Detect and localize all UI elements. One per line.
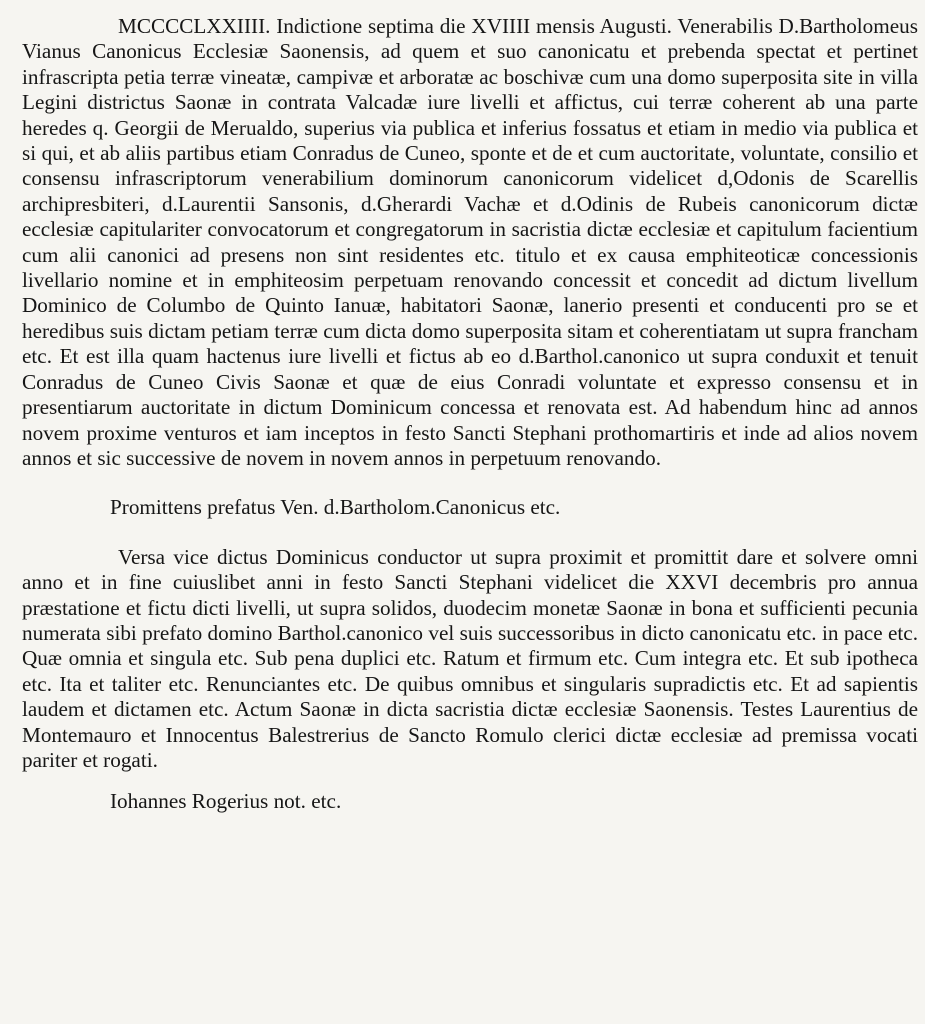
- deed-paragraph: MCCCCLXXIIII. Indictione septima die XVIIII mensis Augusti. Venerabilis D.Bartholomeus Vianus Canonicus Ecclesiæ Saonensis, ad quem et suo canonicatu et prebenda spectat et pertinet infrascripta petia terræ vineatæ, campivæ et arboratæ ac boschivæ cum una domo superposita site in villa Legini districtus Saonæ in contrata Valcadæ iure livelli et affictus, cui terræ coherent ab una parte heredes q. Georgii de Merualdo, superius via publica et inferius fossatus et etiam in medio via publica et si qui, et ab aliis partibus etiam Conradus de Cuneo, sponte et de et cum auctoritate, voluntate, consilio et consensu infrascriptorum venerabilium dominorum canonicorum videlicet d,Odonis de Scarellis archipresbiteri, d.Laurentii Sansonis, d.Gherardi Vachæ et d.Odinis de Rubeis canonicorum dictæ ecclesiæ capitulariter convocatorum et congregatorum in sacristia dictæ ecclesiæ et capitulum facientium cum alii canonici ad presens non sint residentes etc. titulo et ex causa emphiteoticæ concessionis livellario nomine et in emphiteosim perpetuam renovando concessit et concedit ad dictum livellum Dominico de Columbo de Quinto Ianuæ, habitatori Saonæ, lanerio presenti et conducenti pro se et heredibus suis dictam petiam terræ cum dicta domo superposita sitam et coherentiatam ut supra francham etc. Et est illa quam hactenus iure livelli et fictus ab eo d.Barthol.canonico ut supra conduxit et tenuit Conradus de Cuneo Civis Saonæ et quæ de eius Conradi voluntate et expresso consensu et in presentiarum auctoritate in dictum Dominicum concessa et renovata est. Ad habendum hinc ad annos novem proxime venturos et iam inceptos in festo Sancti Stephani prothomartiris et inde ad alios novem annos et sic successive de novem in novem annos in perpetuum renovando.: [22, 14, 918, 470]
- obligation-paragraph: Versa vice dictus Dominicus conductor ut supra proximit et promittit dare et solvere omni anno et in fine cuiuslibet anni in festo Sancti Stephani videlicet die XXVI decembris pro annua præstatione et fictu dicti livelli, ut supra solidos, duodecim monetæ Saonæ in bona et sufficienti pecunia numerata sibi prefato domino Barthol.canonico vel suis successoribus in dicto canonicatu etc. in pace etc. Quæ omnia et singula etc. Sub pena duplici etc. Ratum et firmum etc. Cum integra etc. Et sub ipotheca etc. Ita et taliter etc. Renunciantes etc. De quibus omnibus et singularis supradictis etc. Et ad sapientis laudem et dictamen etc. Actum Saonæ in dicta sacristia dictæ ecclesiæ Saonensis. Testes Laurentius de Montemauro et Innocentus Balestrerius de Sancto Romulo clerici dictæ ecclesiæ ad premissa vocati pariter et rogati.: [22, 544, 918, 772]
- document-page: [22, 14, 918, 815]
- notary-signature: Iohannes Rogerius not. etc.: [110, 789, 342, 814]
- promise-line: Promittens prefatus Ven. d.Bartholom.Canonicus etc.: [110, 495, 561, 520]
